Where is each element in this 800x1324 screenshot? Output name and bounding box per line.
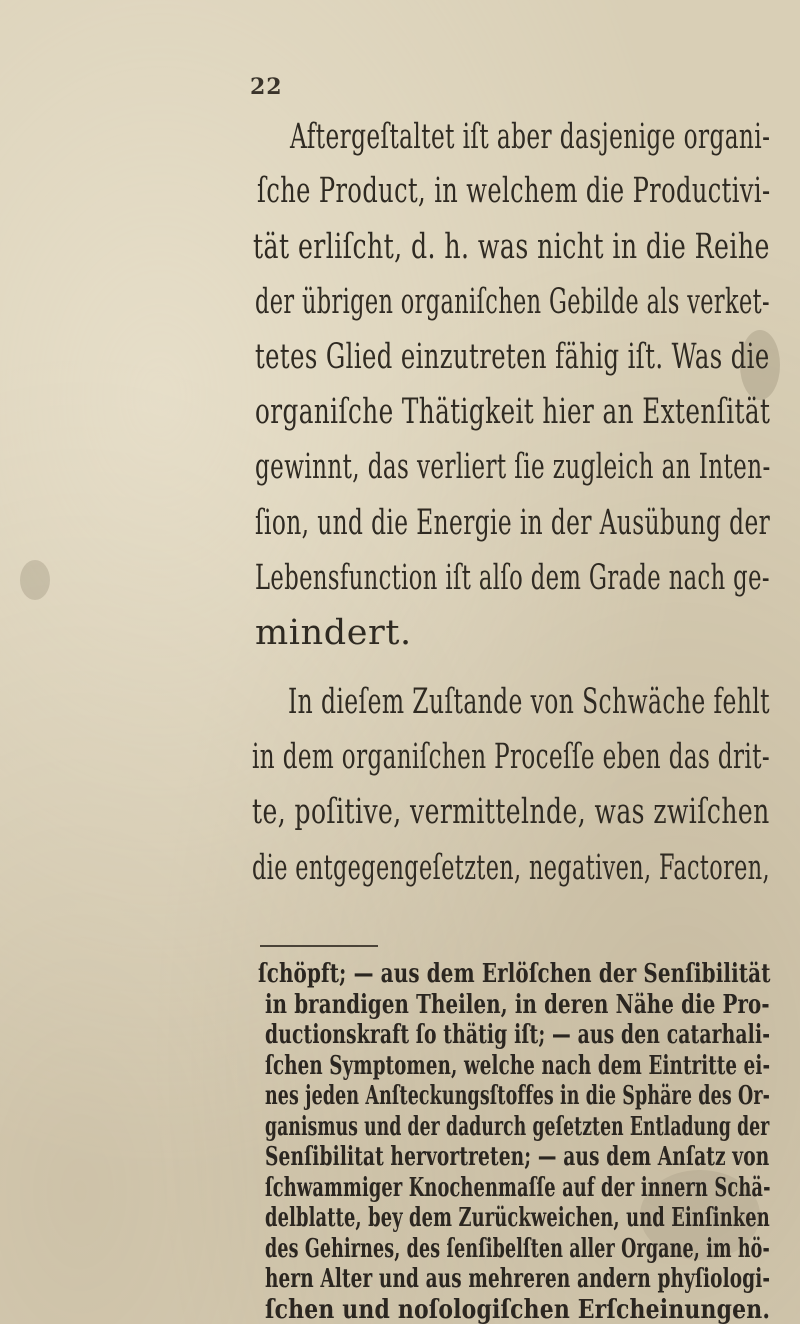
text-line: tetes Glied einzutreten fähig iſt. Was die: [255, 337, 770, 377]
text-line: der übrigen organiſchen Gebilde als verket-: [255, 282, 770, 322]
paper-stain: [20, 560, 50, 600]
footnote-line: nes jeden Anſteckungsſtoffes in die Sphäre des Or-: [265, 1080, 771, 1111]
footnote-line: hern Alter und aus mehreren andern phyſiologi-: [265, 1263, 771, 1294]
footnote-line: ductionskraft ſo thätig iſt; — aus den catarhali-: [265, 1019, 771, 1050]
footnote-line: in brandigen Theilen, in deren Nähe die Pro-: [265, 988, 770, 1020]
footnote-line: ſchen Symptomen, welche nach dem Eintritte ei-: [265, 1049, 771, 1081]
page-number: 22: [250, 74, 283, 100]
text-line: ſion, und die Energie in der Ausübung der: [255, 503, 771, 543]
footnote-line: delblatte, bey dem Zurückweichen, und Einſinken: [265, 1202, 770, 1233]
text-line: gewinnt, das verliert ſie zugleich an Inten-: [255, 447, 771, 487]
text-line: te, poſitive, vermittelnde, was zwiſchen: [252, 792, 770, 832]
text-line: mindert.: [255, 613, 412, 653]
footnote-line: Senſibilitat hervortreten; — aus dem Anſatz von: [265, 1141, 770, 1172]
text-line: In dieſem Zuſtande von Schwäche fehlt: [288, 682, 770, 722]
footnote-line: des Gehirnes, des ſenſibelſten aller Organe, im hö-: [265, 1232, 770, 1264]
text-line: tät erliſcht, d. h. was nicht in die Reihe: [253, 227, 770, 267]
text-line: Aftergeſtaltet iſt aber dasjenige organi-: [290, 117, 771, 157]
footnote-line: ſchwammiger Knochenmaſſe auf der innern Schä-: [265, 1171, 771, 1203]
text-line: Lebensfunction iſt alſo dem Grade nach ge-: [255, 558, 770, 598]
footnote-rule: [260, 945, 378, 947]
footnote-line: ſchöpft; — aus dem Erlöſchen der Senſibilität: [258, 958, 771, 989]
text-line: in dem organiſchen Proceſſe eben das drit-: [252, 737, 771, 777]
text-line: ſche Product, in welchem die Productivi-: [257, 171, 771, 211]
text-line: die entgegengeſetzten, negativen, Factoren,: [252, 848, 770, 888]
footnote-line: ſchen und noſologiſchen Erſcheinungen.: [265, 1293, 771, 1324]
text-line: organiſche Thätigkeit hier an Extenſität: [255, 392, 771, 432]
footnote-line: ganismus und der dadurch geſetzten Entladung der: [265, 1110, 770, 1142]
